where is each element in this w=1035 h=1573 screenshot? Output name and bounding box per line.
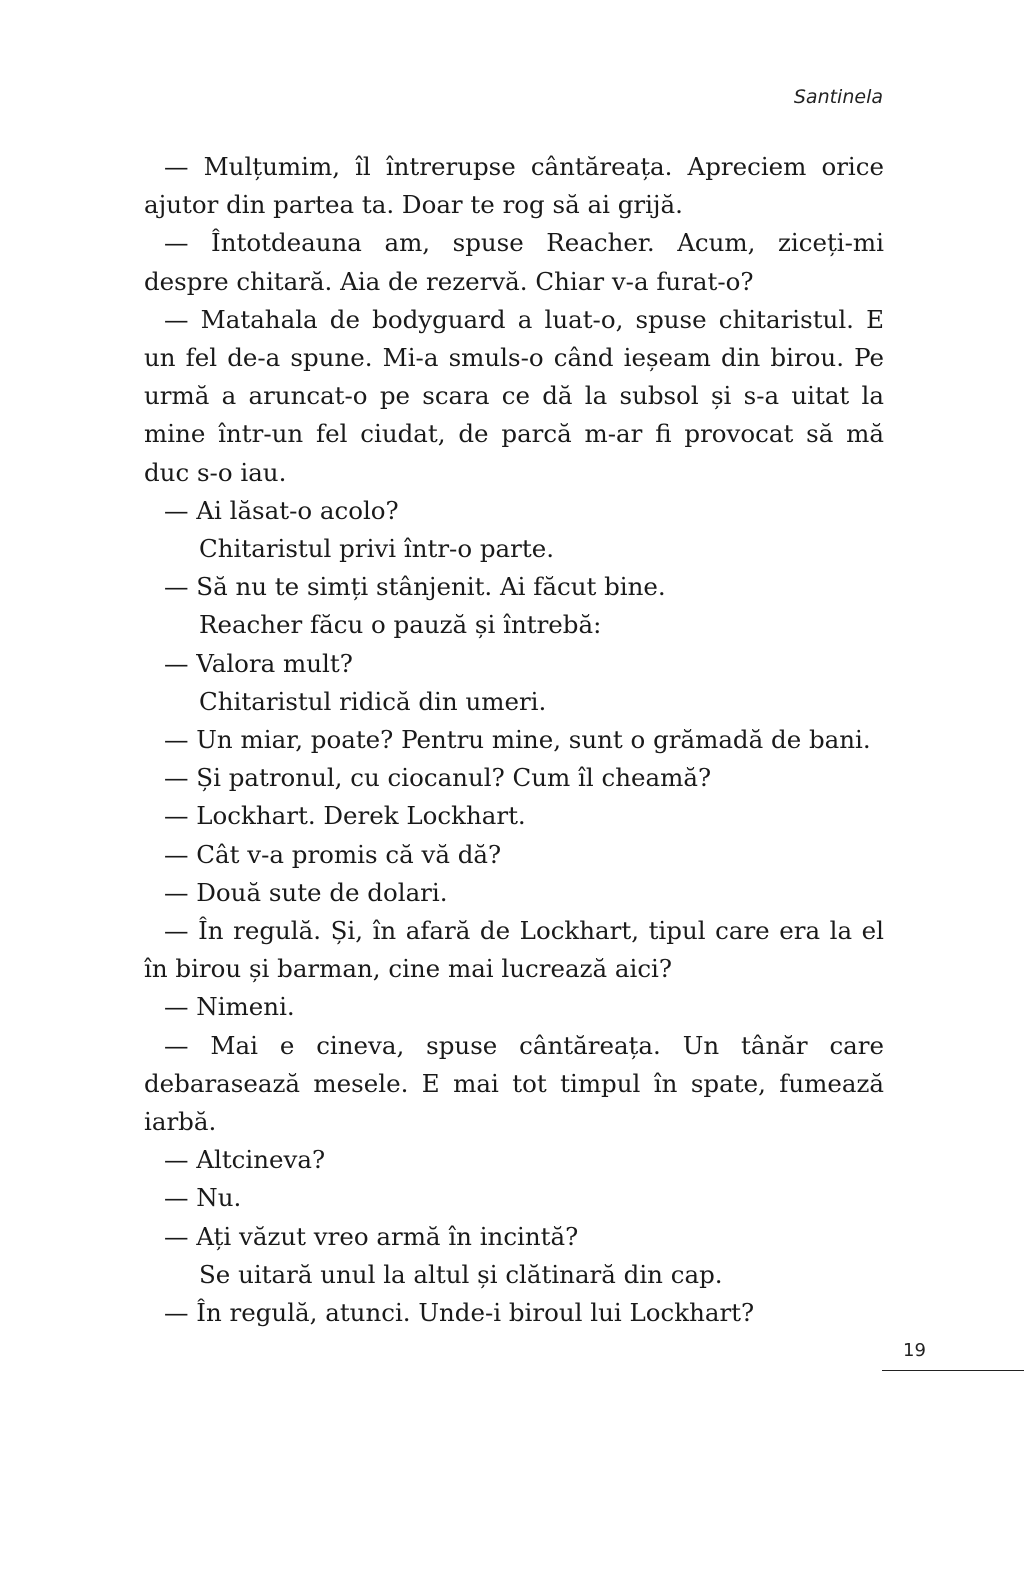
paragraph: — Nu. [164,1183,242,1213]
paragraph: Chitaristul privi într-o parte. [199,534,554,564]
paragraph: Chitaristul ridică din umeri. [199,686,547,716]
paragraph: — Mai e cineva, spuse cântăreața. Un tânăr care debarasează mesele. E mai tot timpul în spate, fumează iarbă. [144,1030,884,1137]
paragraph: — Altcineva? [164,1145,326,1175]
paragraph: — Mulțumim, îl întrerupse cântăreața. Apreciem orice ajutor din partea ta. Doar te rog să ai grijă. [144,152,884,220]
folio-rule [882,1370,1024,1371]
paragraph: — Cât v-a promis că vă dă? [164,839,502,869]
running-head: Santinela [793,86,883,108]
paragraph: — Valora mult? [164,648,353,678]
paragraph: — Întotdeauna am, spuse Reacher. Acum, ziceți-mi despre chitară. Aia de rezervă. Chiar v-a furat-o? [144,228,884,296]
paragraph: — Două sute de dolari. [164,877,448,907]
paragraph: — Lockhart. Derek Lockhart. [164,801,526,831]
paragraph: — Să nu te simți stânjenit. Ai făcut bine. [164,572,666,602]
paragraph: — Nimeni. [164,992,295,1022]
paragraph: Se uitară unul la altul și clătinară din cap. [199,1259,723,1289]
paragraph: — Matahala de bodyguard a luat-o, spuse chitaristul. E un fel de-a spune. Mi-a smuls-o când ieșeam din birou. Pe urmă a aruncat-o pe scara ce dă la subsol și s-a uitat la mine într-un fel ciudat, de parcă m-ar fi provocat să mă duc s-o iau. [144,304,884,487]
page-number: 19 [903,1340,926,1361]
paragraph: — Un miar, poate? Pentru mine, sunt o grămadă de bani. [164,725,871,755]
paragraph: Reacher făcu o pauză și întrebă: [199,610,602,640]
paragraph: — Ai lăsat-o acolo? [164,495,399,525]
paragraph: — Și patronul, cu ciocanul? Cum îl cheamă? [164,763,712,793]
paragraph: — În regulă, atunci. Unde-i biroul lui Lockhart? [164,1298,755,1328]
paragraph: — În regulă. Și, în afară de Lockhart, tipul care era la el în birou și barman, cine mai lucrează aici? [144,916,884,984]
body-text [144,148,884,1332]
paragraph: — Ați văzut vreo armă în incintă? [164,1221,579,1251]
